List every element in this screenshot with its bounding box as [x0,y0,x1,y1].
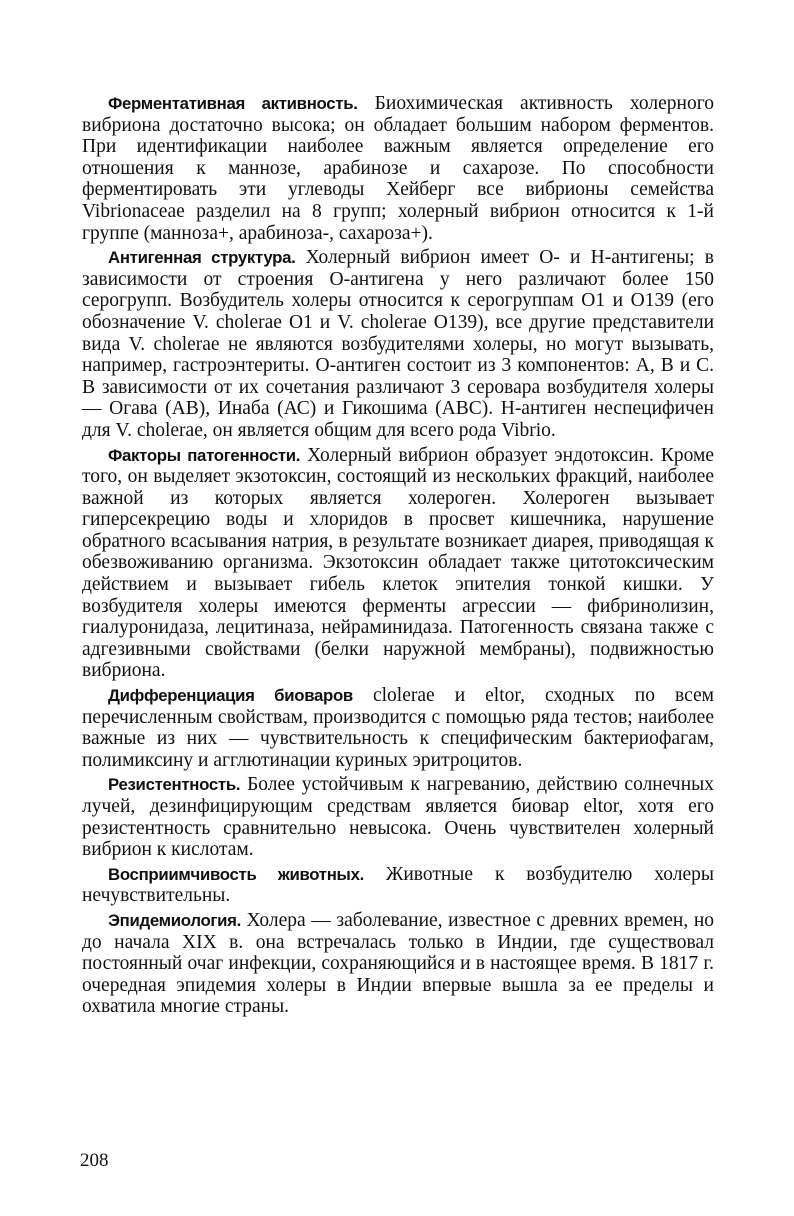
paragraph-heading: Резистентность. [108,775,241,795]
page-number: 208 [80,1150,109,1171]
paragraph-text: Более устойчивым к нагреванию, действию солнечных лучей, дезинфицирующим средствам является биовар eltor, хотя его резистентность сравнительно невысока. Очень чувствителен холерный вибрион к кислотам. [82,774,714,861]
paragraph-heading: Факторы патогенности. [108,445,301,465]
paragraph-text: Холера — заболевание, известное с древних времен, но до начала XIX в. она встречалась только в Индии, где существовал постоянный очаг инфекции, сохраняющийся и в настоящее время. В 1817 г. очередная эпидемия холеры в Индии впервые вышла за ее пределы и охватила многие страны. [82,909,714,1018]
paragraph-text: clolerae и eltor, сходных по всем перечисленным свойствам, производится с помощью ряда тестов; наиболее важные из них — чувствительность к специфическим бактериофагам, полимиксину и агглютинации куриных эритроцитов. [82,685,714,771]
paragraph-enzyme-activity [82,93,714,244]
paragraph-antigen-structure [82,247,714,441]
paragraph-heading: Антигенная структура. [108,248,296,268]
paragraph-animal-susceptibility [82,864,714,907]
paragraph-text: Холерный вибрион образует эндотоксин. Кроме того, он выделяет экзотоксин, состоящий из нескольких фракций, наиболее важной из которых является холероген. Холероген вызывает гиперсекрецию воды и хлоридов в просвет кишечника, нарушение обратного всасывания натрия, в результате возникает диарея, приводящая к обезвоживанию организма. Экзотоксин обладает также цитотоксическим действием и вызывает гибель клеток эпителия тонкой кишки. У возбудителя холеры имеются ферменты агрессии — фибринолизин, гиалуронидаза, лецитиназа, нейраминидаза. Патогенность связана также с адгезивными свойствами (белки наружной мембраны), подвижностью вибриона. [82,444,714,682]
page-body [82,93,714,1021]
paragraph-epidemiology [82,910,714,1018]
paragraph-text: Холерный вибрион имеет О- и Н-антигены; в зависимости от строения О-антигена у него различают более 150 серогрупп. Возбудитель холеры относится к серогруппам О1 и О139 (его обозначение V. cholerae О1 и V. cholerae О139), все другие представители вида V. cholerae не являются возбудителями холеры, но могут вызывать, например, гастроэнтериты. О-антиген состоит из 3 компонентов: А, В и С. В зависимости от их сочетания различают 3 серовара возбудителя холеры — Огава (АВ), Инаба (АС) и Гикошима (АВС). Н-антиген неспецифичен для V. cholerae, он является общим для всего рода Vibrio. [82,247,714,441]
paragraph-text: Биохимическая активность холерного вибриона достаточно высока; он обладает большим набором ферментов. При идентификации наиболее важным является определение его отношения к маннозе, арабинозе и сахарозе. По способности ферментировать эти углеводы Хейберг все вибрионы семейства Vibrionaceae разделил на 8 групп; холерный вибрион относится к 1-й группе (манноза+, арабиноза-, сахароза+). [82,93,714,244]
paragraph-heading: Эпидемиология. [108,910,241,930]
paragraph-resistance [82,774,714,860]
paragraph-pathogenicity-factors [82,445,714,683]
paragraph-biovar-differentiation [82,685,714,771]
paragraph-heading: Дифференциация биоваров [108,686,353,706]
paragraph-heading: Восприимчивость животных. [108,864,364,884]
paragraph-text: Животные к возбудителю холеры нечувствительны. [82,863,714,907]
paragraph-heading: Ферментативная активность. [108,94,358,113]
